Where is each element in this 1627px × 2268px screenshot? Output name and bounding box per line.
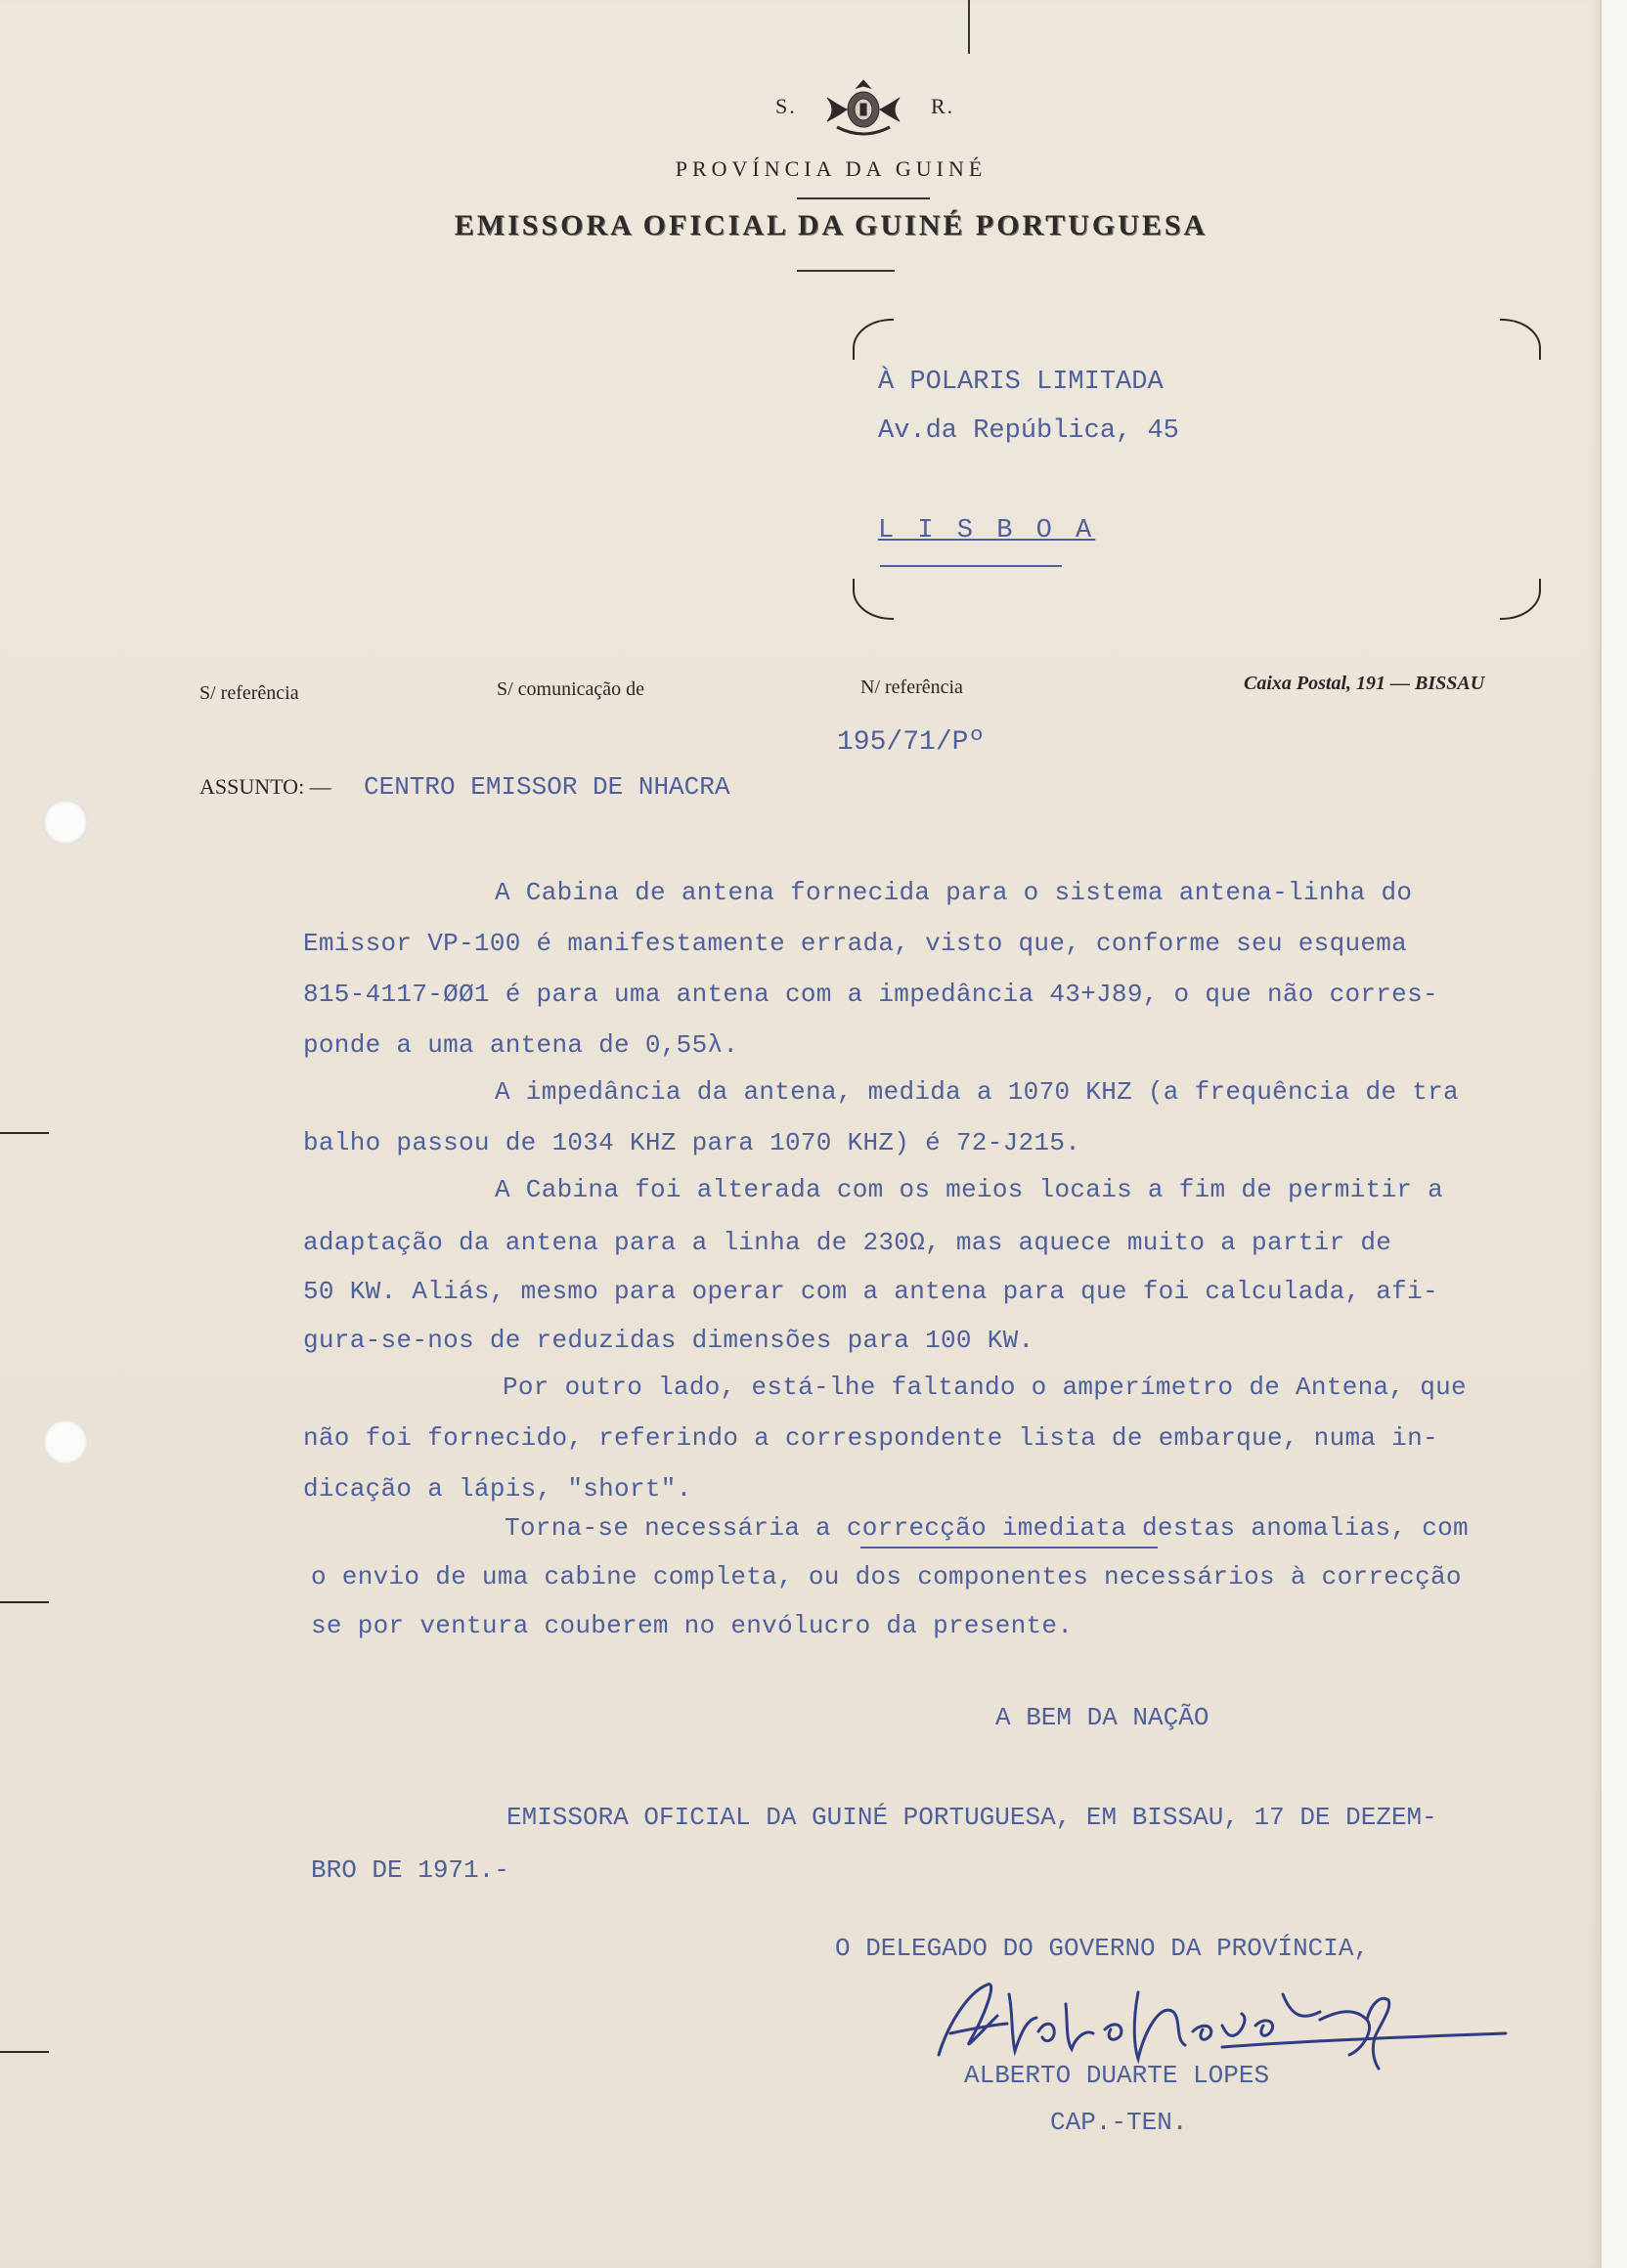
- letterhead-s: S.: [775, 94, 797, 118]
- divider-line: [797, 270, 895, 272]
- body-line: Por outro lado, está-lhe faltando o amperímetro de Antena, que: [503, 1373, 1467, 1402]
- city-double-underline: [880, 565, 1062, 567]
- body-line: o envio de uma cabine completa, ou dos componentes necessários à correcção: [311, 1562, 1462, 1592]
- body-line: não foi fornecido, referindo a correspondente lista de embarque, numa in-: [303, 1423, 1438, 1453]
- your-communication-label: S/ comunicação de: [497, 678, 645, 700]
- paper-edge: [1600, 0, 1627, 2268]
- body-line: ponde a uma antena de 0,55λ.: [303, 1030, 739, 1060]
- recipient-city: L I S B O A: [878, 516, 1096, 545]
- closing-motto: A BEM DA NAÇÃO: [995, 1703, 1209, 1732]
- subject-label: ASSUNTO: —: [199, 774, 331, 799]
- punch-hole: [43, 1419, 88, 1464]
- margin-tick: [0, 1601, 49, 1603]
- margin-tick: [0, 1132, 49, 1134]
- margin-tick: [0, 2051, 49, 2053]
- recipient-street: Av.da República, 45: [878, 416, 1179, 446]
- body-line: Torna-se necessária a correcção imediata destas anomalias, com: [505, 1513, 1469, 1543]
- body-line: adaptação da antena para a linha de 230Ω, mas aquece muito a partir de: [303, 1228, 1392, 1257]
- postal-box: Caixa Postal, 191 — BISSAU: [1244, 673, 1485, 694]
- body-line: se por ventura couberem no envólucro da presente.: [311, 1611, 1074, 1640]
- body-line: A Cabina foi alterada com os meios locais a fim de permitir a: [495, 1175, 1444, 1204]
- signatory-rank: CAP.-TEN.: [1050, 2108, 1188, 2137]
- subject-value: CENTRO EMISSOR DE NHACRA: [364, 772, 730, 802]
- place-date-line: EMISSORA OFICIAL DA GUINÉ PORTUGUESA, EM BISSAU, 17 DE DEZEM-: [506, 1803, 1437, 1832]
- fold-mark: [968, 0, 970, 54]
- body-line: A impedância da antena, medida a 1070 KHZ (a frequência de tra: [495, 1077, 1459, 1107]
- your-reference-label: S/ referência: [199, 682, 299, 704]
- place-date-line: BRO DE 1971.-: [311, 1855, 509, 1885]
- organization-name: EMISSORA OFICIAL DA GUINÉ PORTUGUESA: [454, 209, 1209, 241]
- letterhead-r: R.: [931, 94, 955, 118]
- body-line: Emissor VP-100 é manifestamente errada, visto que, conforme seu esquema: [303, 929, 1408, 958]
- coat-of-arms-icon: [819, 76, 907, 141]
- signatory-title: O DELEGADO DO GOVERNO DA PROVÍNCIA,: [835, 1934, 1370, 1963]
- our-reference-value: 195/71/Pº: [837, 727, 986, 758]
- body-underline: [860, 1547, 1158, 1548]
- our-reference-label: N/ referência: [860, 676, 963, 698]
- handwritten-signature: [929, 1965, 1516, 2072]
- body-line: balho passou de 1034 KHZ para 1070 KHZ) é 72-J215.: [303, 1128, 1081, 1157]
- recipient-name: À POLARIS LIMITADA: [878, 368, 1164, 397]
- body-line: gura-se-nos de reduzidas dimensões para 100 KW.: [303, 1326, 1034, 1355]
- signatory-name: ALBERTO DUARTE LOPES: [964, 2061, 1270, 2090]
- body-line: A Cabina de antena fornecida para o sistema antena-linha do: [495, 878, 1413, 907]
- punch-hole: [43, 800, 88, 845]
- body-line: dicação a lápis, "short".: [303, 1474, 692, 1504]
- divider-line: [797, 197, 930, 199]
- body-line: 815-4117-ØØ1 é para uma antena com a impedância 43+J89, o que não corres-: [303, 980, 1438, 1009]
- body-line: 50 KW. Aliás, mesmo para operar com a antena para que foi calculada, afi-: [303, 1277, 1438, 1306]
- province-name: PROVÍNCIA DA GUINÉ: [675, 156, 988, 181]
